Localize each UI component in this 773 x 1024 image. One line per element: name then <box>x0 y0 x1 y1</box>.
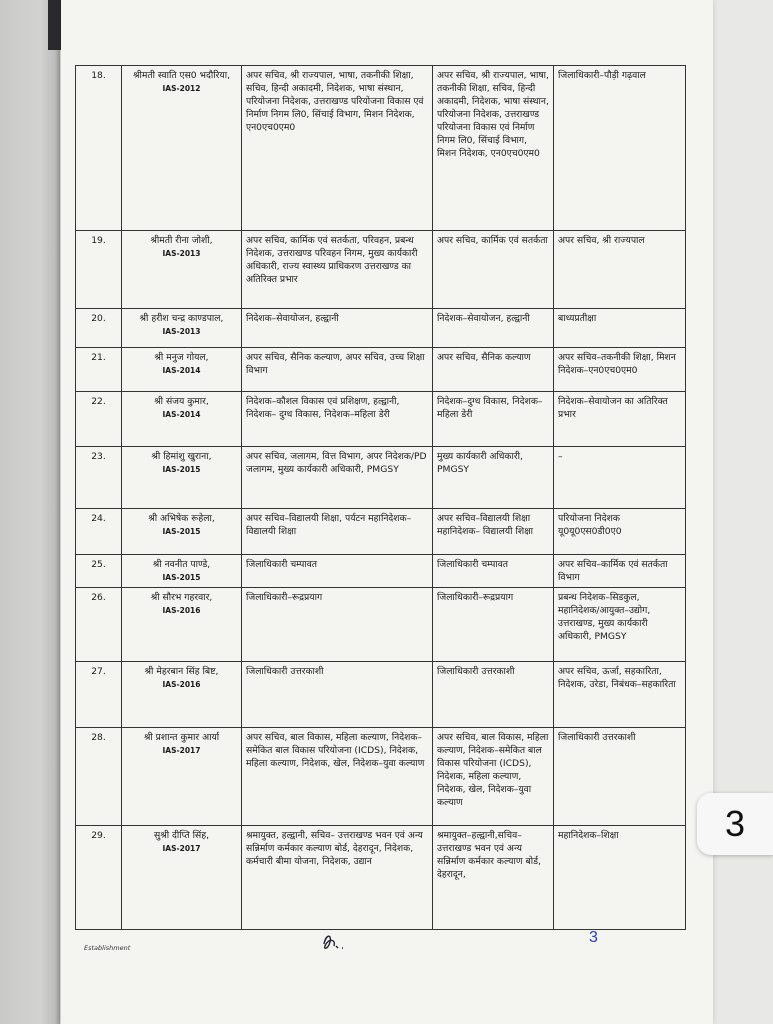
officer-batch: IAS-2017 <box>162 746 201 755</box>
officer-name: सुश्री दीप्ति सिंह, <box>153 830 210 841</box>
page-indicator-badge[interactable]: 3 <box>697 793 773 855</box>
relieved-from-cell: अपर सचिव, श्री राज्यपाल, भाषा, तकनीकी शिक्षा, सचिव, हिन्दी अकादमी, निदेशक, भाषा संस्थान, परियोजना निदेशक, उत्तराखण्ड परियोजना विकास एवं निर्माण निगम लि0, सिंचाई विभाग, मिशन निदेशक, एन0एच0एम0 <box>433 66 554 231</box>
new-posting-cell: प्रबन्ध निदेशक–सिडकुल, महानिदेशक/आयुक्त–उद्योग, उत्तराखण्ड, मुख्य कार्यकारी अधिकारी, PMGSY <box>554 588 686 662</box>
table-row <box>76 447 686 509</box>
serial-number-cell: 29. <box>76 826 122 930</box>
table-row <box>76 348 686 392</box>
page-number: 3 <box>589 929 598 946</box>
officer-batch: IAS-2015 <box>162 465 201 474</box>
table-row <box>76 392 686 447</box>
new-posting-cell: अपर सचिव–तकनीकी शिक्षा, मिशन निदेशक–एन0एच0एम0 <box>554 348 686 392</box>
relieved-from-cell: श्रमायुक्त–हल्द्वानी,सचिव– उत्तराखण्ड भवन एवं अन्य सन्निर्माण कर्मकार कल्याण बोर्ड, देहरादून, <box>433 826 554 930</box>
officer-name: श्री मेहरबान सिंह बिष्ट, <box>144 666 219 677</box>
officer-batch: IAS-2014 <box>162 410 201 419</box>
officer-name: श्री नवनीत पाण्डे, <box>152 559 211 570</box>
table-row <box>76 555 686 588</box>
table-row <box>76 231 686 309</box>
new-posting-cell: अपर सचिव, श्री राज्यपाल <box>554 231 686 309</box>
relieved-from-cell: अपर सचिव, सैनिक कल्याण <box>433 348 554 392</box>
new-posting-cell: – <box>554 447 686 509</box>
officer-name: श्रीमती रीना जोशी, <box>150 235 213 246</box>
relieved-from-cell: निदेशक–दुग्ध विकास, निदेशक–महिला डेरी <box>433 392 554 447</box>
officer-batch: IAS-2016 <box>162 606 201 615</box>
officer-name-cell <box>122 392 242 447</box>
relieved-from-cell: जिलाधिकारी उत्तरकाशी <box>433 662 554 728</box>
officer-batch: IAS-2014 <box>162 366 201 375</box>
serial-number-cell: 22. <box>76 392 122 447</box>
officer-batch: IAS-2015 <box>162 573 201 582</box>
current-posting-cell: निदेशक–कौशल विकास एवं प्रशिक्षण, हल्द्वानी, निदेशक– दुग्ध विकास, निदेशक–महिला डेरी <box>242 392 433 447</box>
officer-transfer-table <box>75 65 686 930</box>
relieved-from-cell: अपर सचिव, कार्मिक एवं सतर्कता <box>433 231 554 309</box>
officer-name-cell <box>122 509 242 555</box>
serial-number-cell: 20. <box>76 309 122 348</box>
current-posting-cell: जिलाधिकारी चम्पावत <box>242 555 433 588</box>
current-posting-cell: जिलाधिकारी–रूद्रप्रयाग <box>242 588 433 662</box>
serial-number-cell: 28. <box>76 728 122 826</box>
officer-name: श्री अभिषेक रूहेला, <box>148 513 215 524</box>
officer-name: श्री संजय कुमार, <box>154 396 209 407</box>
officer-name-cell <box>122 447 242 509</box>
new-posting-cell: अपर सचिव, ऊर्जा, सहकारिता, निदेशक, उरेडा, निबंधक–सहकारिता <box>554 662 686 728</box>
table-row <box>76 588 686 662</box>
serial-number-cell: 25. <box>76 555 122 588</box>
new-posting-cell: परियोजना निदेशक यू0यू0एस0डी0ए0 <box>554 509 686 555</box>
officer-name-cell <box>122 66 242 231</box>
table-row <box>76 662 686 728</box>
signature-mark <box>318 930 358 954</box>
new-posting-cell: अपर सचिव–कार्मिक एवं सतर्कता विभाग <box>554 555 686 588</box>
officer-name: श्री सौरभ गहरवार, <box>150 592 213 603</box>
officer-batch: IAS-2015 <box>162 527 201 536</box>
relieved-from-cell: निदेशक–सेवायोजन, हल्द्वानी <box>433 309 554 348</box>
current-posting-cell: निदेशक–सेवायोजन, हल्द्वानी <box>242 309 433 348</box>
officer-name-cell <box>122 662 242 728</box>
new-posting-cell: जिलाधिकारी उत्तरकाशी <box>554 728 686 826</box>
serial-number-cell: 27. <box>76 662 122 728</box>
officer-name-cell <box>122 728 242 826</box>
officer-name-cell <box>122 826 242 930</box>
officer-name: श्री प्रशान्त कुमार आर्या <box>143 732 220 743</box>
new-posting-cell: निदेशक–सेवायोजन का अतिरिक्त प्रभार <box>554 392 686 447</box>
scan-background-left <box>0 0 60 1024</box>
table-row <box>76 309 686 348</box>
serial-number-cell: 21. <box>76 348 122 392</box>
current-posting-cell: अपर सचिव, श्री राज्यपाल, भाषा, तकनीकी शिक्षा, सचिव, हिन्दी अकादमी, निदेशक, भाषा संस्थान, परियोजना निदेशक, उत्तराखण्ड परियोजना विकास एवं निर्माण निगम लि0, सिंचाई विभाग, मिशन निदेशक, एन0एच0एम0 <box>242 66 433 231</box>
current-posting-cell: जिलाधिकारी उत्तरकाशी <box>242 662 433 728</box>
officer-name: श्री हरीश चन्द्र काण्डपाल, <box>139 313 224 324</box>
table-row <box>76 509 686 555</box>
officer-name: श्री हिमांशु खुराना, <box>151 451 212 462</box>
officer-name: श्री मनुज गोयल, <box>154 352 209 363</box>
current-posting-cell: अपर सचिव, सैनिक कल्याण, अपर सचिव, उच्च शिक्षा विभाग <box>242 348 433 392</box>
officer-batch: IAS-2016 <box>162 680 201 689</box>
table-row <box>76 728 686 826</box>
new-posting-cell: जिलाधिकारी–पौड़ी गढ़वाल <box>554 66 686 231</box>
serial-number-cell: 24. <box>76 509 122 555</box>
table-row <box>76 66 686 231</box>
serial-number-cell: 23. <box>76 447 122 509</box>
scan-background-right <box>713 0 773 1024</box>
officer-name: श्रीमती स्वाति एस0 भदौरिया, <box>132 70 231 81</box>
current-posting-cell: अपर सचिव–विद्यालयी शिक्षा, पर्यटन महानिदेशक– विद्यालयी शिक्षा <box>242 509 433 555</box>
relieved-from-cell: अपर सचिव–विद्यालयी शिक्षा महानिदेशक– विद्यालयी शिक्षा <box>433 509 554 555</box>
relieved-from-cell: अपर सचिव, बाल विकास, महिला कल्याण, निदेशक–समेकित बाल विकास परियोजना (ICDS), निदेशक, महिला कल्याण, निदेशक, खेल, निदेशक–युवा कल्याण <box>433 728 554 826</box>
officer-batch: IAS-2013 <box>162 249 201 258</box>
table-row <box>76 826 686 930</box>
relieved-from-cell: मुख्य कार्यकारी अधिकारी, PMGSY <box>433 447 554 509</box>
serial-number-cell: 26. <box>76 588 122 662</box>
current-posting-cell: श्रमायुक्त, हल्द्वानी, सचिव– उत्तराखण्ड भवन एवं अन्य सन्निर्माण कर्मकार कल्याण बोर्ड, देहरादून, निदेशक, कर्मचारी बीमा योजना, निदेशक, उद्यान <box>242 826 433 930</box>
current-posting-cell: अपर सचिव, जलागम, वित्त विभाग, अपर निदेशक/PD जलागम, मुख्य कार्यकारी अधिकारी, PMGSY <box>242 447 433 509</box>
current-posting-cell: अपर सचिव, कार्मिक एवं सतर्कता, परिवहन, प्रबन्ध निदेशक, उत्तराखण्ड परिवहन निगम, मुख्य कार्यकारी अधिकारी, राज्य स्वास्थ्य प्राधिकरण उत्तराखण्ड का अतिरिक्त प्रभार <box>242 231 433 309</box>
officer-name-cell <box>122 348 242 392</box>
officer-batch: IAS-2017 <box>162 844 201 853</box>
officer-batch: IAS-2012 <box>162 84 201 93</box>
current-posting-cell: अपर सचिव, बाल विकास, महिला कल्याण, निदेशक– समेकित बाल विकास परियोजना (ICDS), निदेशक, महिला कल्याण, निदेशक, खेल, निदेशक–युवा कल्याण <box>242 728 433 826</box>
new-posting-cell: महानिदेशक–शिक्षा <box>554 826 686 930</box>
officer-batch: IAS-2013 <box>162 327 201 336</box>
officer-name-cell <box>122 555 242 588</box>
footer-establishment-label: Establishment <box>84 944 131 952</box>
officer-name-cell <box>122 588 242 662</box>
new-posting-cell: बाध्यप्रतीक्षा <box>554 309 686 348</box>
officer-name-cell <box>122 231 242 309</box>
relieved-from-cell: जिलाधिकारी–रूद्रप्रयाग <box>433 588 554 662</box>
serial-number-cell: 19. <box>76 231 122 309</box>
officer-name-cell <box>122 309 242 348</box>
relieved-from-cell: जिलाधिकारी चम्पावत <box>433 555 554 588</box>
serial-number-cell: 18. <box>76 66 122 231</box>
